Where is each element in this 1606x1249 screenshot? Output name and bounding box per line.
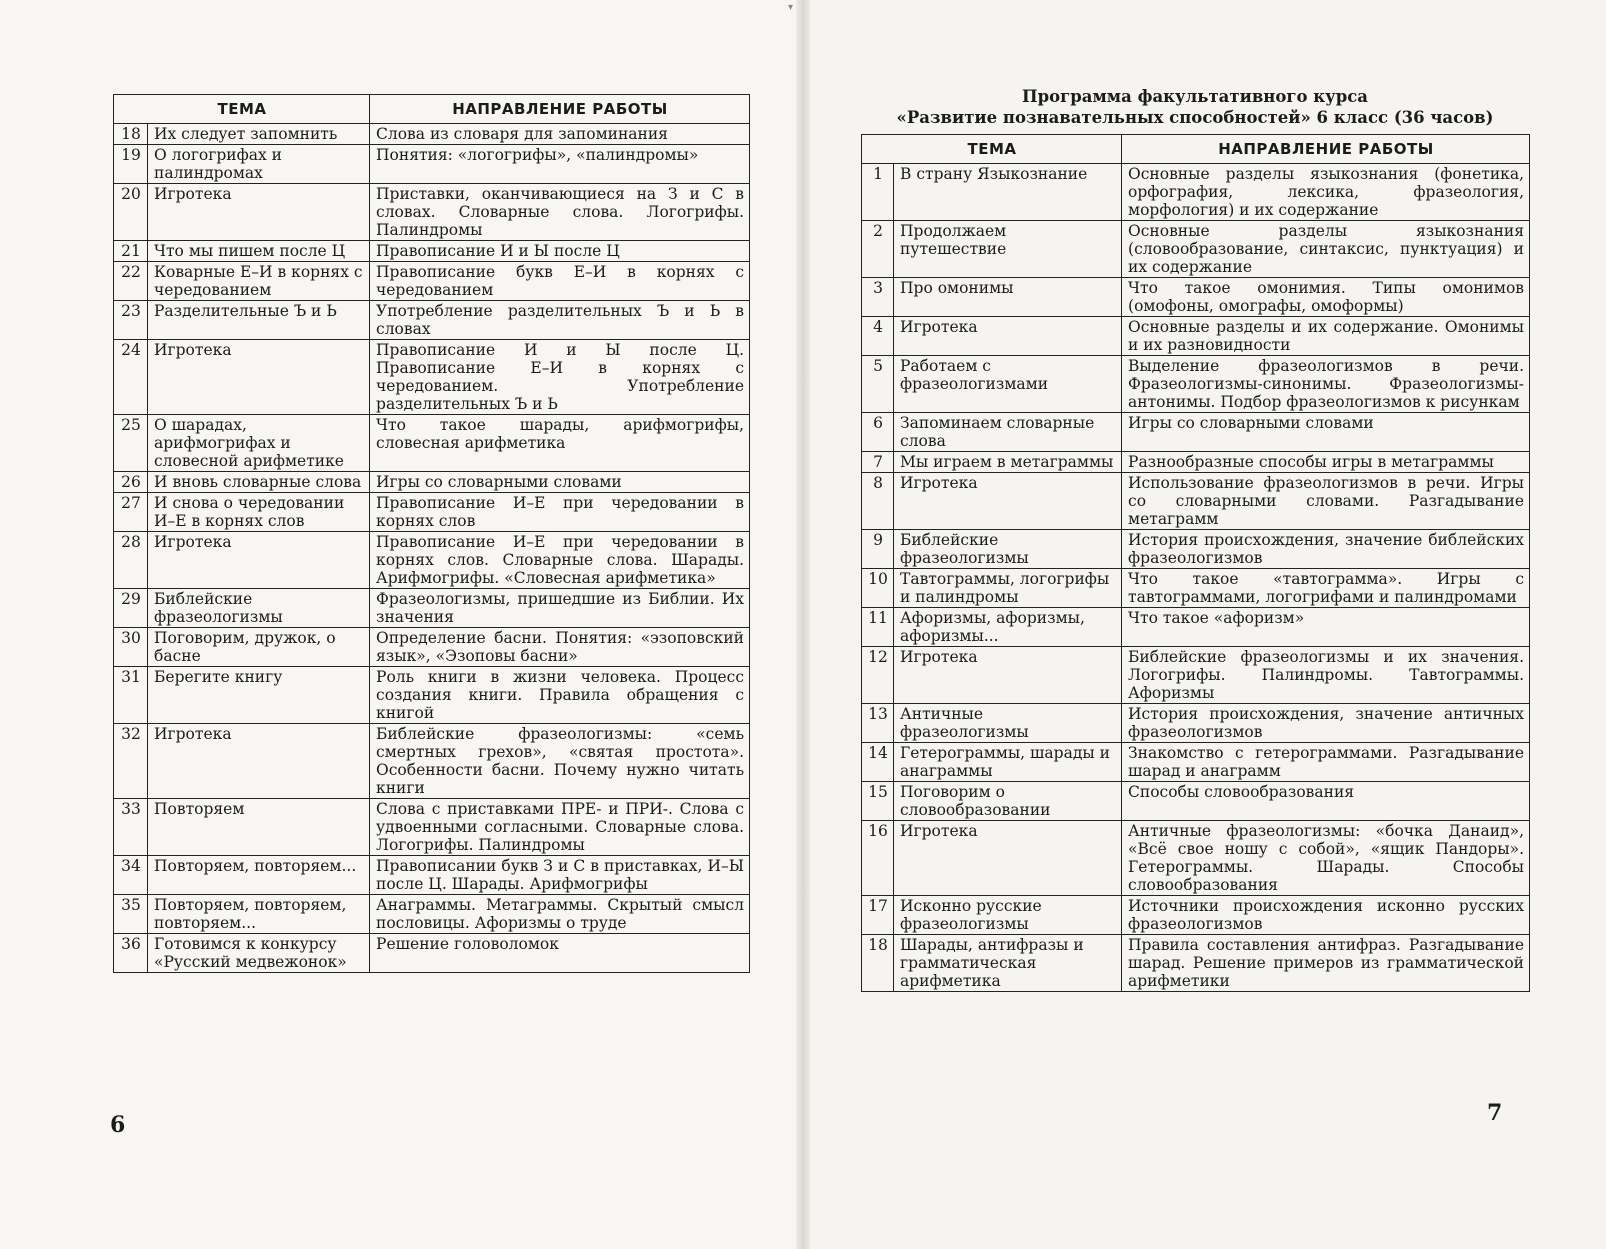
table-row	[862, 782, 1530, 821]
row-number: 30	[114, 628, 148, 667]
row-direction: Знакомство с гетерограммами. Разгадывание шарад и анаграмм	[1122, 743, 1530, 782]
table-row	[114, 301, 750, 340]
table-row	[114, 184, 750, 241]
row-topic: Афоризмы, афоризмы, афоризмы...	[894, 608, 1122, 647]
row-direction: Игры со словарными словами	[370, 472, 750, 493]
table-row	[114, 340, 750, 415]
row-number: 35	[114, 895, 148, 934]
table-row	[114, 472, 750, 493]
table-row	[114, 856, 750, 895]
row-number: 18	[862, 935, 894, 992]
row-number: 22	[114, 262, 148, 301]
direction-column-header: НАПРАВЛЕНИЕ РАБОТЫ	[370, 95, 750, 124]
row-direction: Слова с приставками ПРЕ- и ПРИ-. Слова с удвоенными согласными. Словарные слова. Логогрифы. Палиндромы	[370, 799, 750, 856]
row-number: 33	[114, 799, 148, 856]
table-header-row	[862, 135, 1530, 164]
row-topic: Про омонимы	[894, 278, 1122, 317]
row-topic: Игротека	[894, 647, 1122, 704]
table-row	[862, 530, 1530, 569]
row-direction: Роль книги в жизни человека. Процесс создания книги. Правила обращения с книгой	[370, 667, 750, 724]
row-number: 14	[862, 743, 894, 782]
row-number: 2	[862, 221, 894, 278]
row-topic: Мы играем в метаграммы	[894, 452, 1122, 473]
left-table-body	[114, 124, 750, 973]
row-direction: Библейские фразеологизмы: «семь смертных грехов», «святая простота». Особенности басни. Почему нужно читать книги	[370, 724, 750, 799]
row-topic: Поговорим о словообразовании	[894, 782, 1122, 821]
row-direction: Употребление разделительных Ъ и Ь в словах	[370, 301, 750, 340]
row-number: 25	[114, 415, 148, 472]
row-number: 8	[862, 473, 894, 530]
row-number: 12	[862, 647, 894, 704]
book-gutter	[796, 0, 810, 1249]
table-row	[862, 278, 1530, 317]
table-row	[862, 569, 1530, 608]
row-topic: Шарады, антифразы и грамматическая арифметика	[894, 935, 1122, 992]
row-direction: Античные фразеологизмы: «бочка Данаид», «Всё свое ношу с собой», «ящик Пандоры». Гетерограммы. Шарады. Способы словообразования	[1122, 821, 1530, 896]
row-number: 29	[114, 589, 148, 628]
row-topic: И вновь словарные слова	[148, 472, 370, 493]
row-number: 7	[862, 452, 894, 473]
table-row	[114, 262, 750, 301]
row-number: 13	[862, 704, 894, 743]
row-number: 11	[862, 608, 894, 647]
row-number: 3	[862, 278, 894, 317]
row-direction: Библейские фразеологизмы и их значения. Логогрифы. Палиндромы. Тавтограммы. Афоризмы	[1122, 647, 1530, 704]
table-row	[862, 452, 1530, 473]
row-direction: Определение басни. Понятия: «эзоповский язык», «Эзоповы басни»	[370, 628, 750, 667]
row-number: 5	[862, 356, 894, 413]
row-topic: Продолжаем путешествие	[894, 221, 1122, 278]
program-title-line-2: «Развитие познавательных способностей» 6 класс (36 часов)	[896, 108, 1494, 127]
row-number: 28	[114, 532, 148, 589]
row-number: 16	[862, 821, 894, 896]
row-number: 6	[862, 413, 894, 452]
row-direction: Понятия: «логогрифы», «палиндромы»	[370, 145, 750, 184]
row-number: 27	[114, 493, 148, 532]
row-direction: Правописании букв З и С в приставках, И–Ы после Ц. Шарады. Арифмогрифы	[370, 856, 750, 895]
table-row	[114, 532, 750, 589]
row-direction: Что такое «тавтограмма». Игры с тавтограммами, логогрифами и палиндромами	[1122, 569, 1530, 608]
row-direction: Правописание букв Е–И в корнях с чередованием	[370, 262, 750, 301]
row-direction: Правописание И и Ы после Ц. Правописание Е–И в корнях с чередованием. Употребление разделительных Ъ и Ь	[370, 340, 750, 415]
row-direction: Источники происхождения исконно русских фразеологизмов	[1122, 896, 1530, 935]
program-title	[861, 86, 1529, 128]
row-number: 19	[114, 145, 148, 184]
row-topic: Их следует запомнить	[148, 124, 370, 145]
row-topic: О шарадах, арифмогрифах и словесной арифметике	[148, 415, 370, 472]
table-row	[114, 667, 750, 724]
row-topic: Повторяем, повторяем...	[148, 856, 370, 895]
row-direction: Что такое «афоризм»	[1122, 608, 1530, 647]
row-topic: Библейские фразеологизмы	[148, 589, 370, 628]
row-direction: Правописание И и Ы после Ц	[370, 241, 750, 262]
topic-column-header: ТЕМА	[862, 135, 1122, 164]
right-table-body	[862, 164, 1530, 992]
row-direction: Способы словообразования	[1122, 782, 1530, 821]
row-number: 36	[114, 934, 148, 973]
row-number: 26	[114, 472, 148, 493]
row-direction: Основные разделы и их содержание. Омонимы и их разновидности	[1122, 317, 1530, 356]
row-topic: Готовимся к конкурсу «Русский медвежонок»	[148, 934, 370, 973]
page-number-left: 6	[110, 1112, 126, 1138]
table-row	[114, 493, 750, 532]
topic-column-header: ТЕМА	[114, 95, 370, 124]
row-number: 32	[114, 724, 148, 799]
table-row	[862, 647, 1530, 704]
row-direction: Решение головоломок	[370, 934, 750, 973]
table-header-row	[114, 95, 750, 124]
row-direction: История происхождения, значение античных фразеологизмов	[1122, 704, 1530, 743]
row-direction: Использование фразеологизмов в речи. Игры со словарными словами. Разгадывание метаграмм	[1122, 473, 1530, 530]
row-topic: Повторяем	[148, 799, 370, 856]
row-number: 10	[862, 569, 894, 608]
row-topic: Библейские фразеологизмы	[894, 530, 1122, 569]
table-row	[862, 413, 1530, 452]
row-topic: Тавтограммы, логогрифы и палиндромы	[894, 569, 1122, 608]
row-topic: Игротека	[148, 184, 370, 241]
row-number: 4	[862, 317, 894, 356]
row-direction: Что такое шарады, арифмогрифы, словесная арифметика	[370, 415, 750, 472]
row-topic: Игротека	[894, 317, 1122, 356]
table-row	[862, 743, 1530, 782]
row-direction: Что такое омонимия. Типы омонимов (омофоны, омографы, омоформы)	[1122, 278, 1530, 317]
row-direction: Разнообразные способы игры в метаграммы	[1122, 452, 1530, 473]
row-topic: В страну Языкознание	[894, 164, 1122, 221]
row-number: 9	[862, 530, 894, 569]
row-direction: Приставки, оканчивающиеся на З и С в словах. Словарные слова. Логогрифы. Палиндромы	[370, 184, 750, 241]
row-direction: Фразеологизмы, пришедшие из Библии. Их значения	[370, 589, 750, 628]
row-direction: Основные разделы языкознания (словообразование, синтаксис, пунктуация) и их содержание	[1122, 221, 1530, 278]
row-topic: Берегите книгу	[148, 667, 370, 724]
binding-mark: ▾	[788, 2, 794, 13]
table-row	[114, 415, 750, 472]
row-topic: Игротека	[148, 724, 370, 799]
direction-column-header: НАПРАВЛЕНИЕ РАБОТЫ	[1122, 135, 1530, 164]
program-title-line-1: Программа факультативного курса	[1022, 87, 1368, 106]
row-topic: Игротека	[894, 821, 1122, 896]
row-number: 31	[114, 667, 148, 724]
row-topic: Коварные Е–И в корнях с чередованием	[148, 262, 370, 301]
table-row	[114, 589, 750, 628]
table-row	[862, 821, 1530, 896]
table-row	[862, 164, 1530, 221]
table-row	[114, 145, 750, 184]
row-topic: Работаем с фразеологизмами	[894, 356, 1122, 413]
row-topic: Запоминаем словарные слова	[894, 413, 1122, 452]
table-row	[114, 241, 750, 262]
row-direction: Правописание И–Е при чередовании в корнях слов. Словарные слова. Шарады. Арифмогрифы. «Словесная арифметика»	[370, 532, 750, 589]
row-number: 20	[114, 184, 148, 241]
right-program-table	[861, 134, 1530, 992]
table-row	[862, 704, 1530, 743]
row-number: 17	[862, 896, 894, 935]
table-row	[862, 221, 1530, 278]
row-number: 34	[114, 856, 148, 895]
row-topic: Игротека	[148, 532, 370, 589]
row-number: 24	[114, 340, 148, 415]
row-topic: Античные фразеологизмы	[894, 704, 1122, 743]
row-direction: Основные разделы языкознания (фонетика, орфография, лексика, фразеология, морфология) и их содержание	[1122, 164, 1530, 221]
table-row	[114, 628, 750, 667]
row-direction: Слова из словаря для запоминания	[370, 124, 750, 145]
row-number: 15	[862, 782, 894, 821]
row-number: 21	[114, 241, 148, 262]
row-direction: Выделение фразеологизмов в речи. Фразеологизмы-синонимы. Фразеологизмы-антонимы. Подбор фразеологизмов к рисункам	[1122, 356, 1530, 413]
row-direction: Правописание И–Е при чередовании в корнях слов	[370, 493, 750, 532]
row-direction: Правила составления антифраз. Разгадывание шарад. Решение примеров из грамматической арифметики	[1122, 935, 1530, 992]
row-topic: Исконно русские фразеологизмы	[894, 896, 1122, 935]
table-row	[114, 799, 750, 856]
row-topic: Поговорим, дружок, о басне	[148, 628, 370, 667]
left-program-table	[113, 94, 750, 973]
row-direction: Игры со словарными словами	[1122, 413, 1530, 452]
row-topic: Игротека	[894, 473, 1122, 530]
row-topic: О логогрифах и палиндромах	[148, 145, 370, 184]
row-topic: Гетерограммы, шарады и анаграммы	[894, 743, 1122, 782]
row-number: 23	[114, 301, 148, 340]
row-topic: И снова о чередовании И–Е в корнях слов	[148, 493, 370, 532]
table-row	[862, 896, 1530, 935]
table-row	[114, 934, 750, 973]
table-row	[114, 724, 750, 799]
row-direction: История происхождения, значение библейских фразеологизмов	[1122, 530, 1530, 569]
row-direction: Анаграммы. Метаграммы. Скрытый смысл пословицы. Афоризмы о труде	[370, 895, 750, 934]
table-row	[862, 317, 1530, 356]
row-topic: Что мы пишем после Ц	[148, 241, 370, 262]
row-number: 1	[862, 164, 894, 221]
table-row	[862, 356, 1530, 413]
row-number: 18	[114, 124, 148, 145]
page-number-right: 7	[1487, 1100, 1503, 1126]
table-row	[114, 124, 750, 145]
row-topic: Разделительные Ъ и Ь	[148, 301, 370, 340]
table-row	[862, 608, 1530, 647]
table-row	[862, 473, 1530, 530]
table-row	[862, 935, 1530, 992]
row-topic: Игротека	[148, 340, 370, 415]
table-row	[114, 895, 750, 934]
row-topic: Повторяем, повторяем, повторяем...	[148, 895, 370, 934]
